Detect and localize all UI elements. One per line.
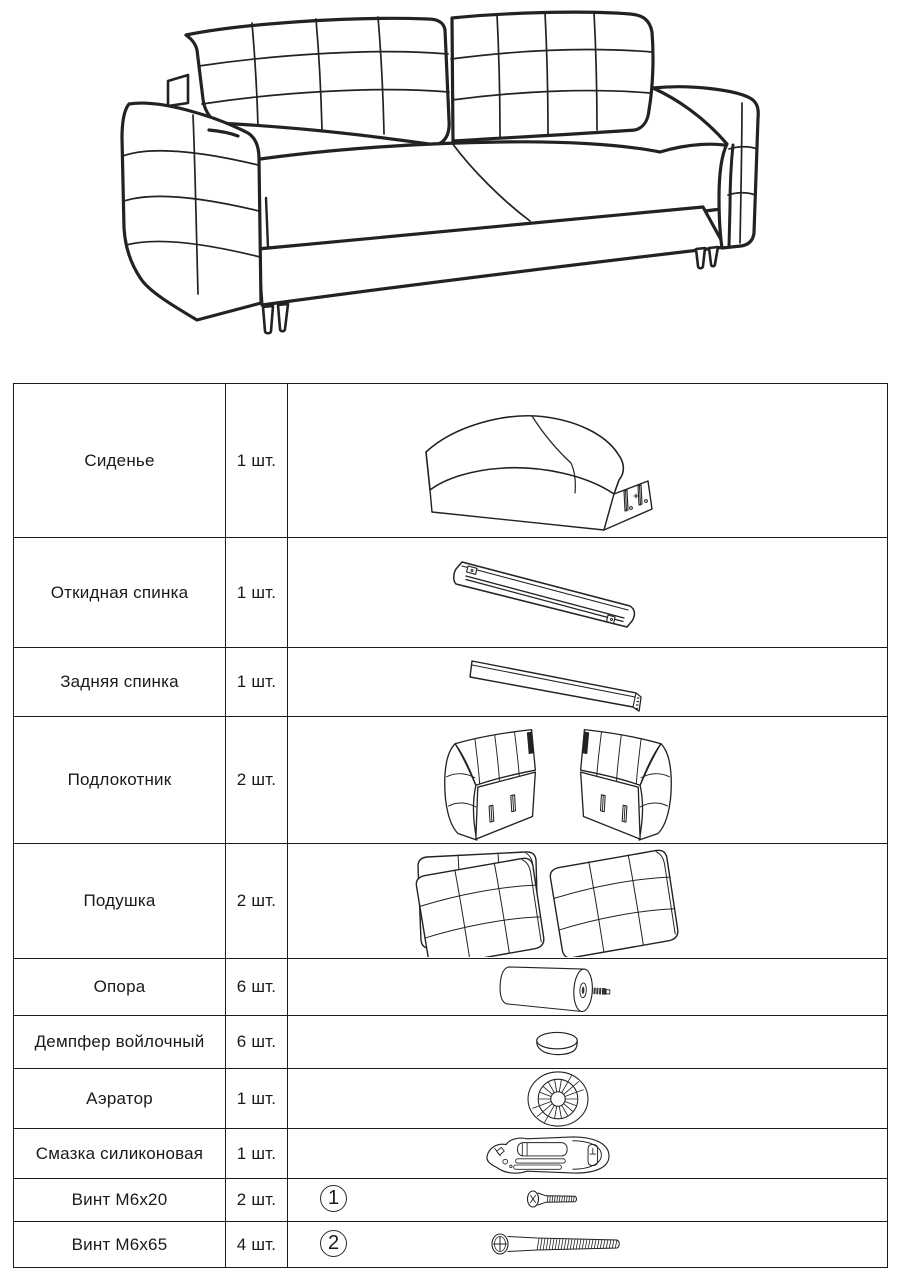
part-image-cell [288, 1222, 887, 1267]
part-qty: 2 шт. [226, 1179, 288, 1221]
part-qty: 2 шт. [226, 844, 288, 958]
part-name: Задняя спинка [14, 648, 226, 716]
table-row [14, 648, 887, 717]
screw-m6x20-illustration [526, 1190, 582, 1208]
part-qty: 1 шт. [226, 648, 288, 716]
part-name: Демпфер войлочный [14, 1016, 226, 1068]
part-name: Подушка [14, 844, 226, 958]
part-image-cell [288, 1016, 887, 1068]
armrest-illustration [433, 723, 683, 841]
folding-backrest-illustration [448, 554, 638, 640]
part-image-cell [288, 1179, 887, 1221]
table-row [14, 844, 887, 959]
table-row [14, 717, 887, 844]
table-row [14, 1016, 887, 1069]
part-image-cell [288, 959, 887, 1015]
aerator-illustration [525, 1070, 591, 1128]
part-name: Откидная спинка [14, 538, 226, 647]
table-row [14, 1222, 887, 1267]
sofa-illustration [110, 2, 790, 347]
part-name: Винт М6х20 [14, 1179, 226, 1221]
marker-2: 2 [320, 1230, 347, 1257]
felt-damper-illustration [533, 1030, 581, 1057]
part-qty: 1 шт. [226, 1069, 288, 1128]
part-name: Винт М6х65 [14, 1222, 226, 1267]
part-name: Смазка силиконовая [14, 1129, 226, 1178]
part-image-cell [288, 844, 887, 958]
table-row [14, 538, 887, 648]
part-qty: 1 шт. [226, 538, 288, 647]
table-row [14, 959, 887, 1016]
part-image-cell [288, 1129, 887, 1178]
table-row [14, 1129, 887, 1179]
part-qty: 1 шт. [226, 384, 288, 537]
part-image-cell [288, 648, 887, 716]
part-name: Опора [14, 959, 226, 1015]
part-qty: 1 шт. [226, 1129, 288, 1178]
table-row [14, 1179, 887, 1222]
parts-table [13, 383, 888, 1268]
cushion-illustration [413, 849, 683, 957]
part-name: Подлокотник [14, 717, 226, 843]
part-qty: 6 шт. [226, 959, 288, 1015]
screw-m6x65-illustration [491, 1232, 625, 1256]
part-image-cell [288, 384, 887, 537]
part-image-cell [288, 538, 887, 647]
part-qty: 2 шт. [226, 717, 288, 843]
table-row [14, 384, 887, 538]
part-qty: 6 шт. [226, 1016, 288, 1068]
part-image-cell [288, 1069, 887, 1128]
marker-1: 1 [320, 1185, 347, 1212]
back-panel-illustration [466, 656, 650, 712]
seat-illustration [418, 408, 658, 532]
leg-illustration [493, 965, 628, 1013]
part-qty: 4 шт. [226, 1222, 288, 1267]
part-name: Сиденье [14, 384, 226, 537]
part-image-cell [288, 717, 887, 843]
table-row [14, 1069, 887, 1129]
silicone-grease-illustration [478, 1135, 620, 1175]
part-name: Аэратор [14, 1069, 226, 1128]
